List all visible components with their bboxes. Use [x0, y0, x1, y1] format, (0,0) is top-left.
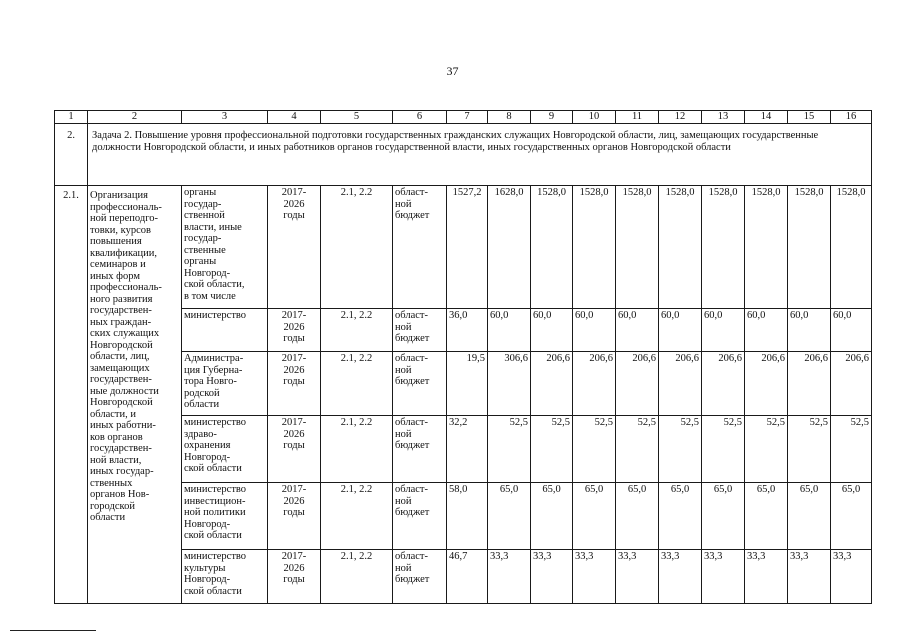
value-cell: 52,5 — [531, 416, 573, 483]
value-cell: 65,0 — [616, 483, 659, 550]
value-cell: 65,0 — [831, 483, 872, 550]
value-cell: 206,6 — [616, 352, 659, 416]
value-cell: 1528,0 — [573, 186, 616, 309]
column-number-row — [55, 111, 872, 124]
value-cell: 65,0 — [702, 483, 745, 550]
goals-cell: 2.1, 2.2 — [321, 309, 393, 352]
value-cell: 46,7 — [447, 550, 488, 604]
period-cell: 2017- 2026 годы — [268, 550, 321, 604]
column-number: 6 — [393, 111, 447, 124]
value-cell: 33,3 — [831, 550, 872, 604]
period-cell: 2017- 2026 годы — [268, 483, 321, 550]
executor-cell: Администра- ция Губерна- тора Новго- родской области — [182, 352, 268, 416]
value-cell: 1528,0 — [531, 186, 573, 309]
value-cell: 52,5 — [659, 416, 702, 483]
source-cell: област- ной бюджет — [393, 186, 447, 309]
value-cell: 60,0 — [573, 309, 616, 352]
period-cell: 2017- 2026 годы — [268, 416, 321, 483]
value-cell: 1528,0 — [788, 186, 831, 309]
column-number: 15 — [788, 111, 831, 124]
value-cell: 58,0 — [447, 483, 488, 550]
value-cell: 65,0 — [788, 483, 831, 550]
value-cell: 36,0 — [447, 309, 488, 352]
value-cell: 33,3 — [788, 550, 831, 604]
value-cell: 33,3 — [702, 550, 745, 604]
value-cell: 32,2 — [447, 416, 488, 483]
value-cell: 52,5 — [616, 416, 659, 483]
goals-cell: 2.1, 2.2 — [321, 352, 393, 416]
page-divider — [10, 630, 96, 631]
value-cell: 206,6 — [531, 352, 573, 416]
task-description: Задача 2. Повышение уровня профессиональной подготовки государственных гражданских служащих Новгородской области, лиц, замещающих государственные должности Новгородской области, и иных работников органов государственной власти, иных государственных органов Новгородской области — [88, 124, 872, 186]
column-number: 16 — [831, 111, 872, 124]
value-cell: 306,6 — [488, 352, 531, 416]
value-cell: 206,6 — [659, 352, 702, 416]
column-number: 11 — [616, 111, 659, 124]
table-row — [55, 186, 872, 309]
column-number: 1 — [55, 111, 88, 124]
value-cell: 33,3 — [488, 550, 531, 604]
value-cell: 52,5 — [702, 416, 745, 483]
value-cell: 65,0 — [659, 483, 702, 550]
executor-cell: органы государ- ственной власти, иные государ- ственные органы Новгород- ской области, в том числе — [182, 186, 268, 309]
value-cell: 65,0 — [531, 483, 573, 550]
value-cell: 60,0 — [531, 309, 573, 352]
goals-cell: 2.1, 2.2 — [321, 186, 393, 309]
source-cell: област- ной бюджет — [393, 416, 447, 483]
executor-cell: министерство инвестицион- ной политики Новгород- ской области — [182, 483, 268, 550]
page-number: 37 — [446, 64, 459, 78]
period-cell: 2017- 2026 годы — [268, 186, 321, 309]
value-cell: 206,6 — [702, 352, 745, 416]
value-cell: 65,0 — [573, 483, 616, 550]
activity-number: 2.1. — [55, 186, 88, 604]
value-cell: 60,0 — [788, 309, 831, 352]
column-number: 9 — [531, 111, 573, 124]
value-cell: 33,3 — [573, 550, 616, 604]
value-cell: 60,0 — [659, 309, 702, 352]
source-cell: област- ной бюджет — [393, 309, 447, 352]
value-cell: 1528,0 — [831, 186, 872, 309]
value-cell: 206,6 — [573, 352, 616, 416]
value-cell: 33,3 — [745, 550, 788, 604]
value-cell: 1528,0 — [702, 186, 745, 309]
column-number: 3 — [182, 111, 268, 124]
value-cell: 52,5 — [573, 416, 616, 483]
value-cell: 206,6 — [745, 352, 788, 416]
value-cell: 65,0 — [488, 483, 531, 550]
value-cell: 52,5 — [788, 416, 831, 483]
value-cell: 1528,0 — [616, 186, 659, 309]
goals-cell: 2.1, 2.2 — [321, 416, 393, 483]
column-number: 7 — [447, 111, 488, 124]
goals-cell: 2.1, 2.2 — [321, 483, 393, 550]
value-cell: 52,5 — [745, 416, 788, 483]
value-cell: 60,0 — [488, 309, 531, 352]
task-number: 2. — [55, 124, 88, 186]
value-cell: 33,3 — [616, 550, 659, 604]
column-number: 10 — [573, 111, 616, 124]
executor-cell: министерство — [182, 309, 268, 352]
value-cell: 60,0 — [831, 309, 872, 352]
value-cell: 1527,2 — [447, 186, 488, 309]
column-number: 8 — [488, 111, 531, 124]
activity-name: Организация профессиональ- ной переподго- товки, курсов повышения квалификации, семинаров и иных форм профессиональ- ного развития государствен- ных граждан- ских служащих Новгородской области, лиц, замещающих государствен- ные должности Новгородской области, и иных работни- ков органов государствен- ной власти, иных государ- ственных органов Нов- городской области — [88, 186, 182, 604]
column-number: 4 — [268, 111, 321, 124]
value-cell: 206,6 — [788, 352, 831, 416]
value-cell: 52,5 — [488, 416, 531, 483]
column-number: 2 — [88, 111, 182, 124]
value-cell: 1528,0 — [659, 186, 702, 309]
value-cell: 19,5 — [447, 352, 488, 416]
source-cell: област- ной бюджет — [393, 352, 447, 416]
source-cell: област- ной бюджет — [393, 483, 447, 550]
column-number: 13 — [702, 111, 745, 124]
value-cell: 33,3 — [659, 550, 702, 604]
value-cell: 206,6 — [831, 352, 872, 416]
value-cell: 65,0 — [745, 483, 788, 550]
value-cell: 60,0 — [702, 309, 745, 352]
period-cell: 2017- 2026 годы — [268, 309, 321, 352]
source-cell: област- ной бюджет — [393, 550, 447, 604]
column-number: 12 — [659, 111, 702, 124]
executor-cell: министерство культуры Новгород- ской области — [182, 550, 268, 604]
value-cell: 60,0 — [745, 309, 788, 352]
executor-cell: министерство здраво- охранения Новгород- ской области — [182, 416, 268, 483]
value-cell: 52,5 — [831, 416, 872, 483]
column-number: 14 — [745, 111, 788, 124]
goals-cell: 2.1, 2.2 — [321, 550, 393, 604]
task-row — [55, 124, 872, 186]
value-cell: 1528,0 — [745, 186, 788, 309]
column-number: 5 — [321, 111, 393, 124]
value-cell: 33,3 — [531, 550, 573, 604]
period-cell: 2017- 2026 годы — [268, 352, 321, 416]
value-cell: 60,0 — [616, 309, 659, 352]
value-cell: 1628,0 — [488, 186, 531, 309]
program-table — [54, 110, 872, 604]
